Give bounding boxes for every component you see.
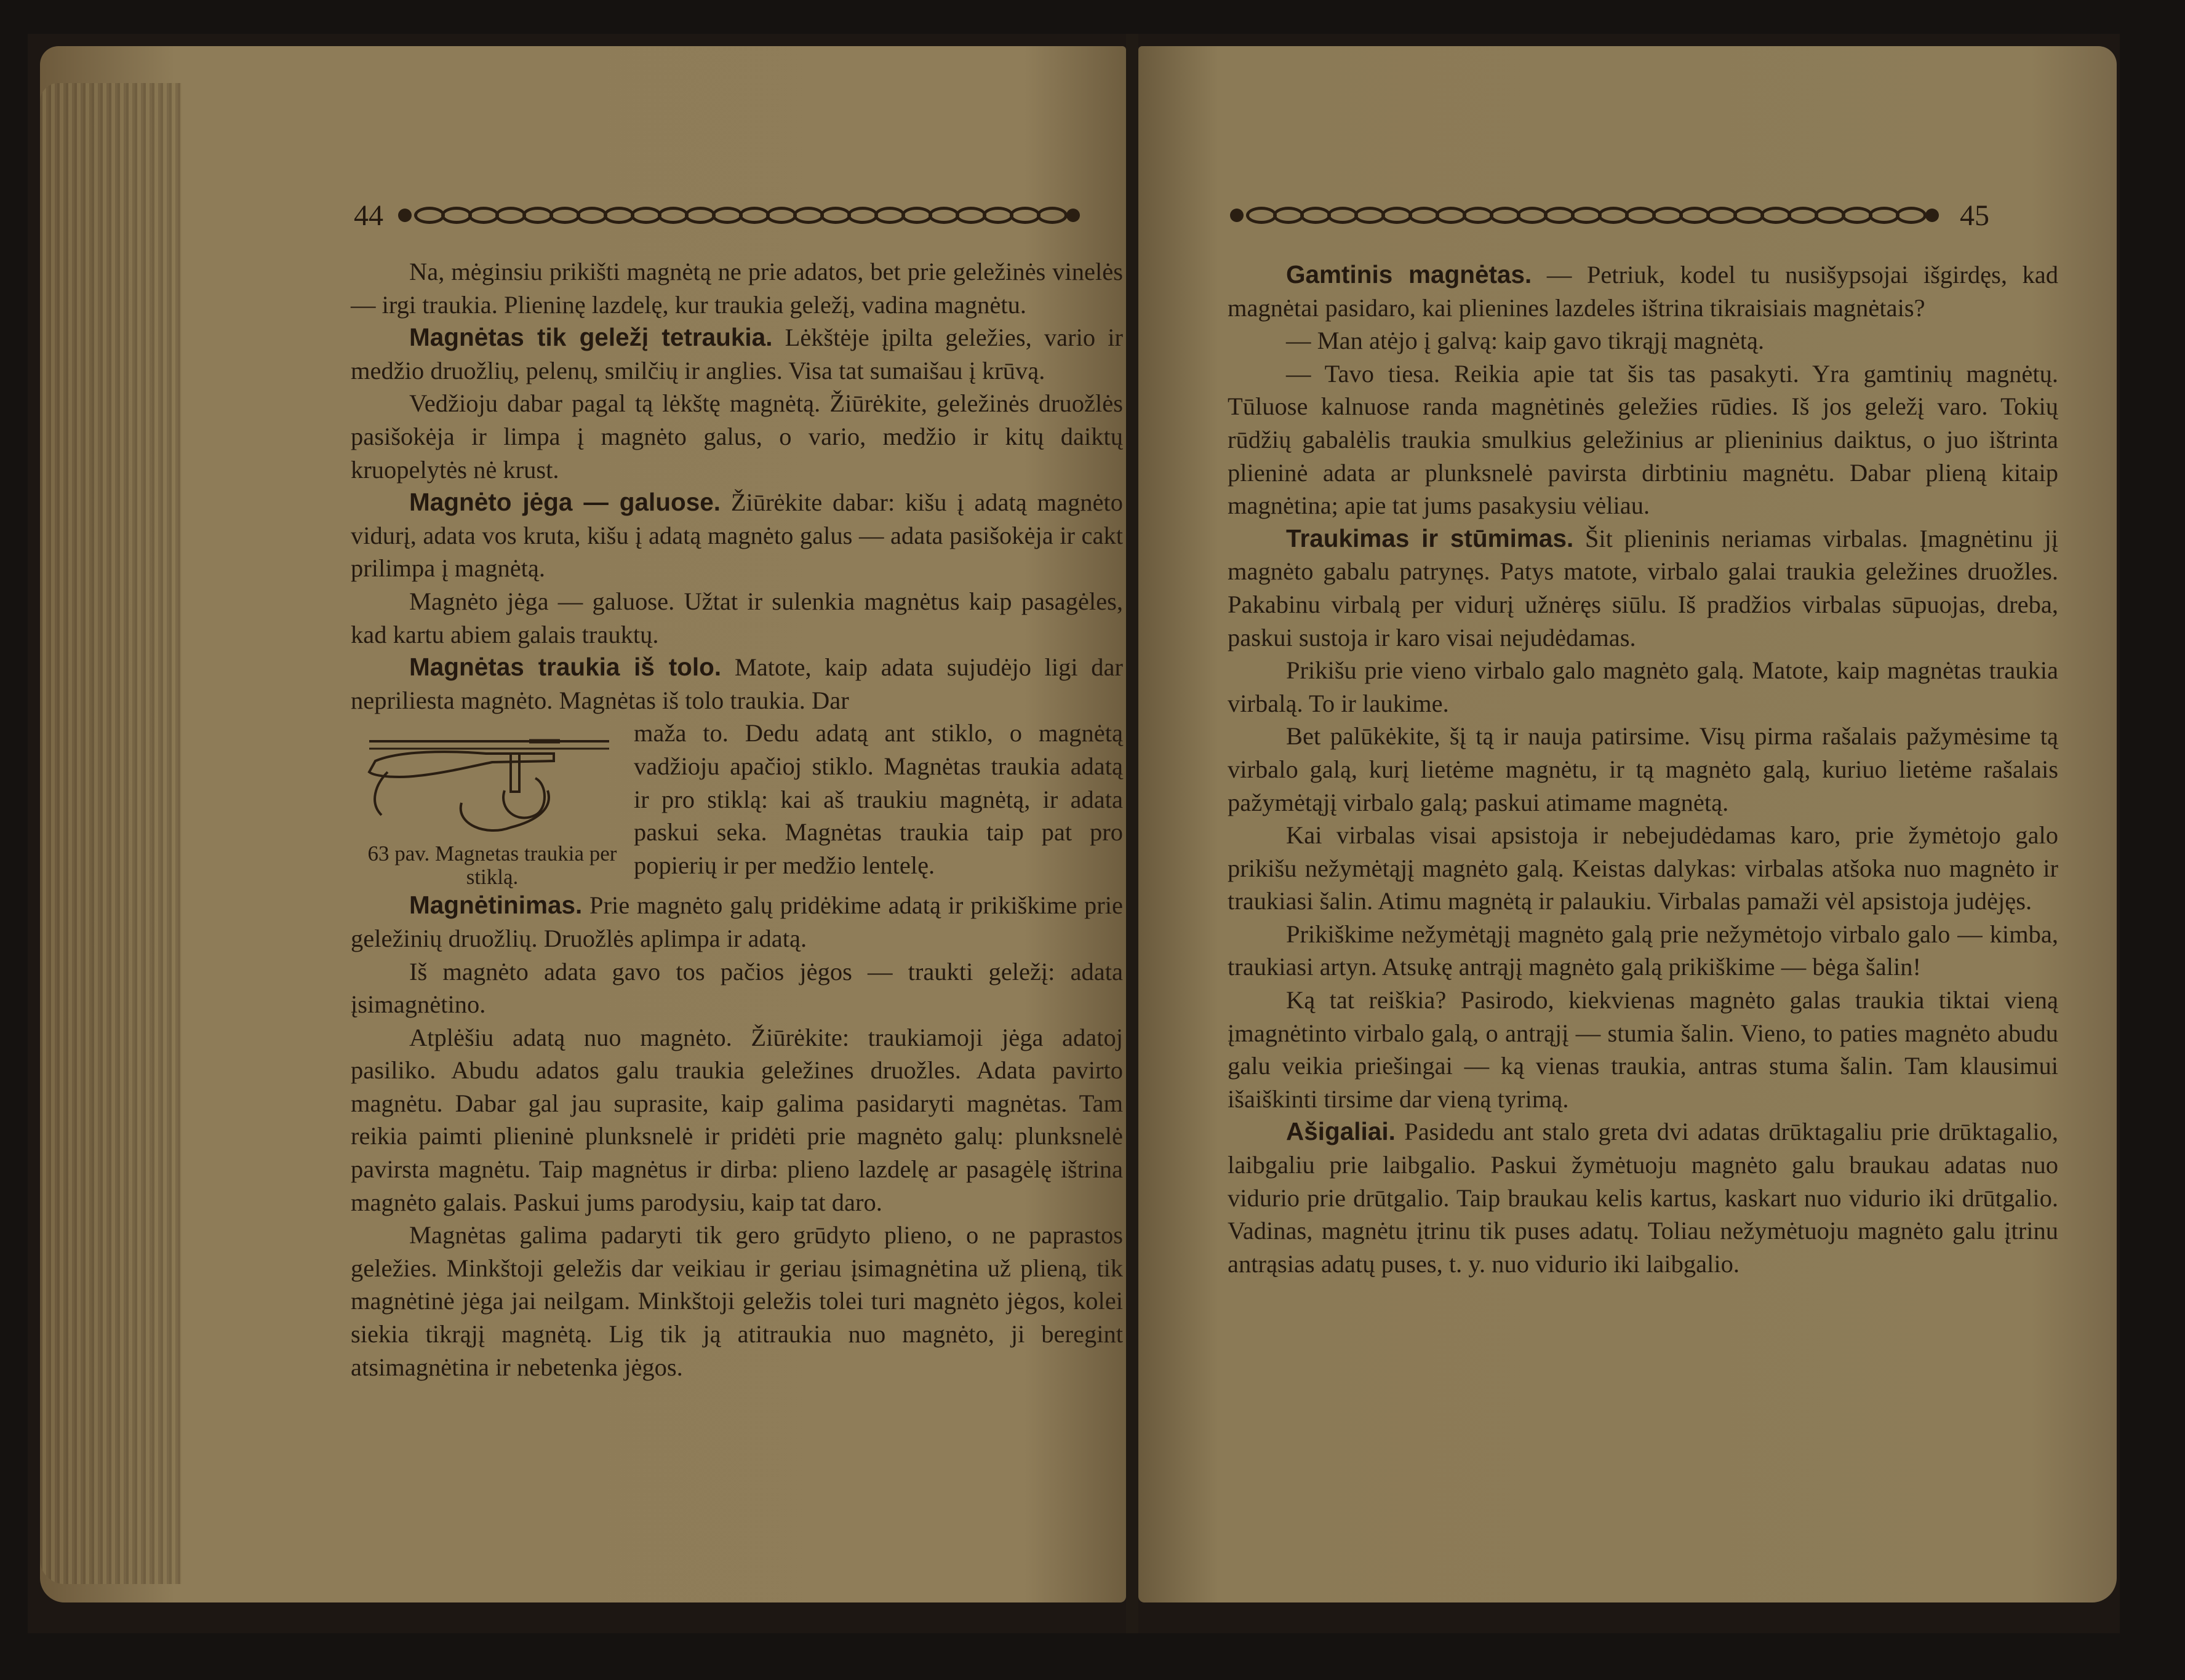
book-gutter	[1126, 34, 1138, 1633]
paragraph-text: Lėkštėje įpilta geležies, vario ir medžio druožlių, pelenų, smilčių ir anglies. Visa tat sumaišau į krūvą.	[351, 324, 1124, 384]
page-edges	[40, 83, 182, 1584]
paragraph-text: Pasidedu ant stalo greta dvi adatas drūktagaliu prie drūktagalio, laibgaliu prie laibgalio. Paskui žymėtuoju magnėto galu braukau adatas nuo vidurio prie drūtgalio. Taip braukau kelis kartus, kaskart nuo vidurio iki drūtgalio. Vadinas, magnėtu įtrinu tik puses adatų. Toliau nežymėtuoju magnėto galu įtrinu antrąsias adatų puses, t. y. nuo vidurio iki laibgalio.	[1228, 1118, 2058, 1278]
ornament-rule	[1228, 207, 1941, 224]
figure-caption: 63 pav. Magnetas traukia per stiklą.	[367, 842, 617, 890]
paragraph	[1228, 720, 2058, 819]
paragraph	[1228, 357, 2058, 522]
section-heading: Magnėtinimas.	[409, 891, 583, 920]
hand-magnet-glass-illustration	[351, 717, 628, 840]
paragraph-text: Magnėtas galima padaryti tik gero grūdyto plieno, o ne paprastos geležies. Minkštoji geležis dar veikiau ir geriau įsimagnėtina už plieną, tik magnėtinė jėga jai neilgam. Minkštoji geležis tolei turi magnėto jėgos, kolei siekia tikrąjį magnėtą. Lig tik ją atitraukia nuo magnėto, ji beregint atsimagnėtina ir nebetenka jėgos.	[351, 1221, 1123, 1381]
paragraph-text: Prie magnėto galų pridėkime adatą ir prikiškime prie geležinių druožlių. Druožlės aplimpa ir adatą.	[351, 891, 1123, 952]
right-page	[1138, 46, 2117, 1602]
figure-block	[351, 717, 1123, 889]
paragraph	[351, 255, 1123, 321]
ornament-rule	[396, 207, 1082, 224]
paragraph	[1228, 984, 2058, 1115]
paragraph	[1228, 819, 2058, 918]
right-page-header	[1228, 194, 2089, 237]
left-page-header	[354, 194, 1123, 237]
section-heading: Traukimas ir stūmimas.	[1286, 524, 1574, 552]
paragraph-text: Bet palūkėkite, šį tą ir nauja patirsime. Visų pirma rašalais pažymėsime tą virbalo galą, kurį lietėme magnėtu, ir tą magnėto galą, kuriuo lietėme rašalais pažymėtąjį virbalo galą; paskui atimame magnėtą.	[1228, 722, 2058, 816]
paragraph-text: Na, mėginsiu prikišti magnėtą ne prie adatos, bet prie geležinės vinelės — irgi traukia. Plieninę lazdelę, kur traukia geležį, vadina magnėtu.	[351, 258, 1123, 319]
paragraph-text: Matote, kaip adata sujudėjo ligi dar nepriliesta magnėto. Magnėtas iš tolo traukia. Dar	[351, 653, 1123, 714]
open-book	[28, 34, 2120, 1633]
paragraph: maža to. Dedu adatą ant stiklo, o magnėtą vadžioju apačioj stiklo. Magnėtas traukia adatą ir pro stiklą: kai aš traukiu magnėtą, ir adata paskui seka. Magnėtas traukia taip pat pro popierių ir per medžio lentelę.	[634, 719, 1123, 879]
paragraph-text: — Tavo tiesa. Reikia apie tat šis tas pasakyti. Yra gamtinių magnėtų. Tūluose kalnuose randa magnėtinės geležies rūdies. Iš jos geležį varo. Tokių rūdžių gabalėlis traukia smulkius geležinius ar plieninius daiktus, o juo ištrinta plieninė adata ar plunksnelė pavirsta dirbtiniu magnėtu. Dabar plieną kitaip magnėtina; apie tat jums pasakysiu vėliau.	[1228, 359, 2058, 520]
left-page	[40, 46, 1126, 1602]
left-text-column	[351, 255, 1123, 1383]
paragraph	[351, 889, 1123, 955]
paragraph	[351, 1021, 1123, 1219]
figure-side-text	[634, 717, 1123, 889]
section-heading: Magnėtas traukia iš tolo.	[409, 653, 722, 682]
paragraph	[1228, 918, 2058, 984]
paragraph-text: Kai virbalas visai apsistoja ir nebejudėdamas karo, prie žymėtojo galo prikišu nežymėtąjį magnėto galą. Keistas dalykas: virbalas atšoka nuo magnėto ir traukiasi šalin. Atimu magnėtą ir palaukiu. Virbalas pamaži vėl apsistoja judėjęs.	[1228, 821, 2058, 915]
paragraph	[351, 585, 1123, 651]
paragraph	[1228, 258, 2058, 324]
paragraph	[1228, 324, 2058, 357]
paragraph	[1228, 522, 2058, 654]
page-number: 44	[354, 199, 383, 232]
section-heading: Magnėtas tik geležį tetraukia.	[409, 323, 773, 352]
paragraph-text: Magnėto jėga — galuose. Užtat ir sulenkia magnėtus kaip pasagėles, kad kartu abiem galais trauktų.	[351, 587, 1123, 648]
paragraph	[351, 651, 1123, 717]
paragraph	[351, 321, 1123, 387]
paragraph-text: Prikiškime nežymėtąjį magnėto galą prie nežymėtojo virbalo galo — kimba, traukiasi artyn. Atsukę antrąjį magnėto galą prikiškime — bėga šalin!	[1228, 920, 2058, 981]
section-heading: Magnėto jėga — galuose.	[409, 488, 721, 517]
paragraph-text: — Man atėjo į galvą: kaip gavo tikrąjį magnėtą.	[1286, 327, 1765, 355]
section-heading: Ašigaliai.	[1286, 1117, 1396, 1146]
paragraph	[351, 486, 1123, 585]
paragraph	[1228, 1115, 2058, 1280]
paragraph-text: Ką tat reiškia? Pasirodo, kiekvienas magnėto galas traukia tiktai vieną įmagnėtinto virbalo galą, o antrąjį — stumia šalin. Vieno, to paties magnėto abudu galu veikia priešingai — ką vienas traukia, antras stuma šalin. Tam klausimui išaiškinti tirsime dar vieną tyrimą.	[1228, 986, 2058, 1113]
paragraph-text: Atplėšiu adatą nuo magnėto. Žiūrėkite: traukiamoji jėga adatoj pasiliko. Abudu adatos galu traukia geležines druožles. Adata pavirto magnėtu. Dabar gal jau suprasite, kaip galima pasidaryti magnėtas. Tam reikia paimti plieninė plunksnelė ir pridėti prie magnėto galų: plunksnelė pavirsta magnėtu. Taip magnėtus ir dirba: plieno lazdelę ar pasagėlę ištrina magnėto galais. Paskui jums parodysiu, kaip tat daro.	[351, 1023, 1123, 1216]
paragraph	[1228, 654, 2058, 720]
paragraph-text: Šit plieninis neriamas virbalas. Įmagnėtinu jį magnėto gabalu patrynęs. Patys matote, virbalo galai traukia geležines druožles. Pakabinu virbalą per vidurį užnėręs siūlu. Iš pradžios virbalas sūpuojas, dreba, paskui sustoja ir karo visai nejudėdamas.	[1228, 524, 2058, 651]
paragraph-text: Vedžioju dabar pagal tą lėkštę magnėtą. Žiūrėkite, geležinės druožlės pasišokėja ir limpa į magnėto galus, o vario, medžio ir kitų daiktų kruopelytės nė krust.	[351, 389, 1123, 484]
paragraph-text: Žiūrėkite dabar: kišu į adatą magnėto vidurį, adata vos kruta, kišu į adatą magnėto galus — adata pasišokėja ir cakt prilimpa į magnėtą.	[351, 488, 1123, 583]
paragraph-text: Prikišu prie vieno virbalo galo magnėto galą. Matote, kaip magnėtas traukia virbalą. To ir laukime.	[1228, 656, 2058, 717]
page-number: 45	[1960, 199, 1989, 232]
figure-63	[351, 717, 634, 889]
paragraph-text: Iš magnėto adata gavo tos pačios jėgos — traukti geležį: adata įsimagnėtino.	[351, 957, 1123, 1019]
paragraph	[351, 387, 1123, 486]
section-heading: Gamtinis magnėtas.	[1286, 260, 1532, 289]
right-text-column	[1228, 258, 2058, 1280]
paragraph	[351, 955, 1123, 1021]
paragraph-text: — Petriuk, kodel tu nusišypsojai išgirdęs, kad magnėtai pasidaro, kai plienines lazdeles ištrina tikraisiais magnėtais?	[1228, 261, 2058, 322]
paragraph	[351, 1219, 1123, 1383]
